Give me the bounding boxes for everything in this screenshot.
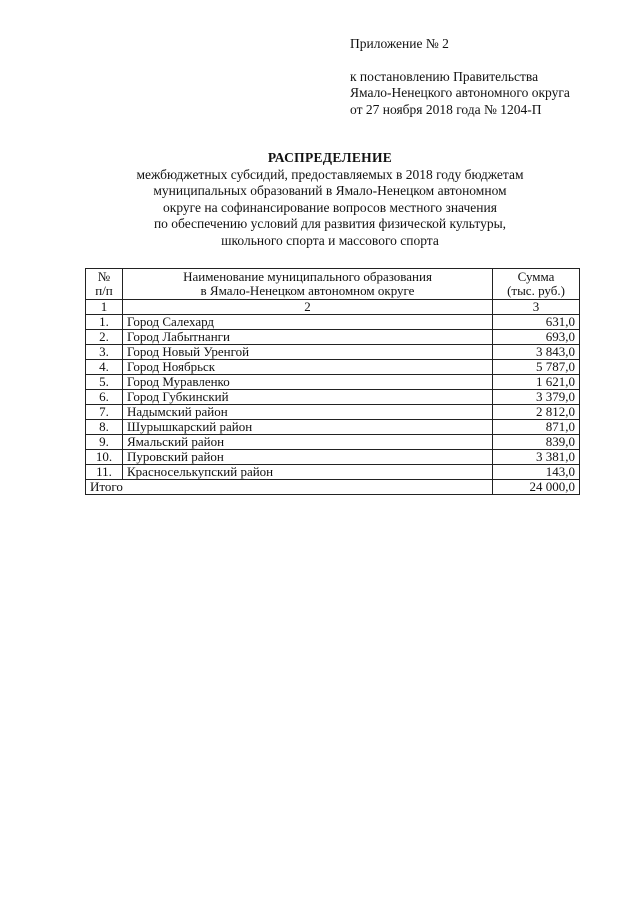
header-num-cell: [86, 269, 123, 300]
header-name-line1: Наименование муниципального образования: [183, 269, 432, 284]
table-row: [86, 330, 580, 345]
row-number-cell: 11.: [86, 465, 123, 480]
table-row: [86, 435, 580, 450]
header-amount-line2: (тыс. руб.): [507, 283, 565, 298]
appendix-number: Приложение № 2: [350, 36, 449, 51]
row-amount-cell: 1 621,0: [493, 375, 580, 390]
table-row: [86, 420, 580, 435]
header-num-line2: п/п: [95, 283, 113, 298]
row-number-cell: 5.: [86, 375, 123, 390]
total-label: Итого: [86, 480, 493, 495]
header-name-cell: [123, 269, 493, 300]
appendix-ref-line1: к постановлению Правительства: [350, 68, 539, 84]
table-row: [86, 390, 580, 405]
row-name-cell: Город Лабытнанги: [123, 330, 493, 345]
row-number-cell: 4.: [86, 360, 123, 375]
row-number-cell: 9.: [86, 435, 123, 450]
row-name-cell: Город Новый Уренгой: [123, 345, 493, 360]
table-row: [86, 345, 580, 360]
header-amount-cell: [493, 269, 580, 300]
table-row: [86, 450, 580, 465]
row-name-cell: Надымский район: [123, 405, 493, 420]
row-amount-cell: 3 381,0: [493, 450, 580, 465]
header-amount-line1: Сумма: [517, 269, 555, 284]
appendix-ref-line2: Ямало-Ненецкого автономного округа: [350, 85, 570, 100]
table-header-row: [86, 269, 580, 300]
row-name-cell: Красноселькупский район: [123, 465, 493, 480]
row-amount-cell: 3 843,0: [493, 345, 580, 360]
row-number-cell: 10.: [86, 450, 123, 465]
header-num-line1: №: [97, 269, 111, 284]
row-name-cell: Город Губкинский: [123, 390, 493, 405]
row-number-cell: 2.: [86, 330, 123, 345]
document-title: [110, 150, 550, 249]
row-number-cell: 6.: [86, 390, 123, 405]
total-row: [86, 480, 580, 495]
column-number: 2: [123, 300, 493, 315]
row-amount-cell: 839,0: [493, 435, 580, 450]
total-amount: 24 000,0: [493, 480, 580, 495]
table-row: [86, 315, 580, 330]
title-line: школьного спорта и массового спорта: [221, 232, 439, 248]
row-name-cell: Пуровский район: [123, 450, 493, 465]
row-number-cell: 8.: [86, 420, 123, 435]
title-line: межбюджетных субсидий, предоставляемых в 2018 году бюджетам: [136, 166, 524, 182]
title-line: округе на софинансирование вопросов местного значения: [163, 199, 497, 215]
title-heading: РАСПРЕДЕЛЕНИЕ: [267, 150, 393, 165]
row-number-cell: 3.: [86, 345, 123, 360]
row-amount-cell: 3 379,0: [493, 390, 580, 405]
row-amount-cell: 5 787,0: [493, 360, 580, 375]
row-amount-cell: 143,0: [493, 465, 580, 480]
column-number-row: [86, 300, 580, 315]
row-amount-cell: 693,0: [493, 330, 580, 345]
row-name-cell: Город Ноябрьск: [123, 360, 493, 375]
table-row: [86, 405, 580, 420]
row-amount-cell: 631,0: [493, 315, 580, 330]
row-name-cell: Город Салехард: [123, 315, 493, 330]
table-row: [86, 375, 580, 390]
title-line: по обеспечению условий для развития физической культуры,: [153, 216, 507, 231]
row-amount-cell: 2 812,0: [493, 405, 580, 420]
table-row: [86, 360, 580, 375]
table-row: [86, 465, 580, 480]
header-name-line2: в Ямало-Ненецком автономном округе: [200, 283, 415, 298]
appendix-ref-line3: от 27 ноября 2018 года № 1204-П: [350, 101, 542, 117]
column-number: 1: [86, 300, 123, 315]
row-name-cell: Город Муравленко: [123, 375, 493, 390]
appendix-block: [350, 36, 570, 118]
row-number-cell: 7.: [86, 405, 123, 420]
distribution-table: [85, 268, 580, 495]
title-line: муниципальных образований в Ямало-Ненецком автономном: [153, 183, 507, 198]
row-name-cell: Шурышкарский район: [123, 420, 493, 435]
row-number-cell: 1.: [86, 315, 123, 330]
row-amount-cell: 871,0: [493, 420, 580, 435]
row-name-cell: Ямальский район: [123, 435, 493, 450]
column-number: 3: [493, 300, 580, 315]
